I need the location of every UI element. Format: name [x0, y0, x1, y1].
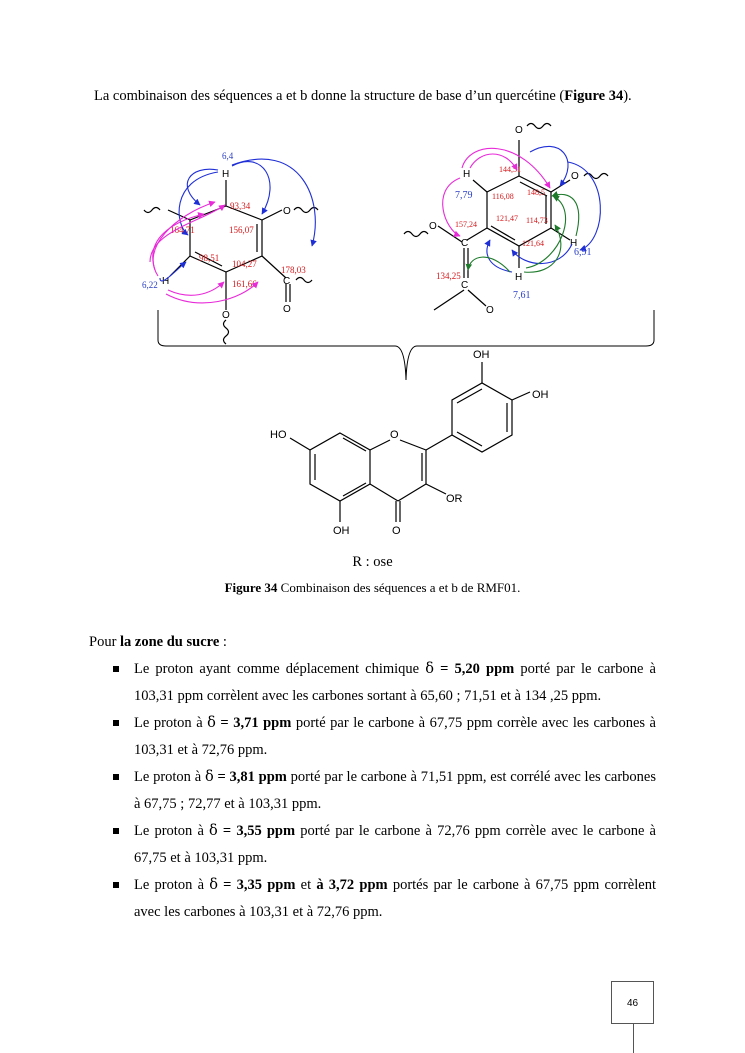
item-rest: porté par le carbone à 67,75 ppm corrèle avec les carbones à 103,31 et à 72,76 ppm.: [134, 715, 656, 758]
right-o-left: O: [429, 221, 437, 232]
item-text: Le proton à: [134, 715, 208, 731]
left-c-164-71: 164,71: [170, 225, 195, 235]
item-rest: portés par le carbone à 67,75 ppm corrèlent avec les carbones à 103,31 et à 72,76 ppm.: [134, 877, 656, 920]
correlation-list: [110, 656, 656, 926]
zone-heading: [89, 634, 227, 651]
combination-brace: [158, 310, 654, 380]
left-c-93-34: 93,34: [230, 201, 251, 211]
item-and: et: [295, 877, 317, 893]
right-shift-7-79: 7,79: [455, 190, 473, 201]
delta-symbol: δ: [207, 715, 216, 731]
item-rest: porté par le carbone à 103,31 ppm corrèlent avec les carbones sortant à 65,60 ; 71,51 et à 134 ,25 ppm.: [134, 661, 656, 704]
right-o-right: O: [571, 171, 579, 182]
left-o-carbonyl: O: [283, 304, 291, 315]
caption-figure-ref: Figure 34: [224, 580, 278, 595]
item-shift-2: à 3,72 ppm: [316, 877, 388, 893]
zone-prefix: Pour: [89, 634, 121, 650]
zone-bold: la zone du sucre: [120, 634, 220, 650]
intro-end: ).: [623, 88, 632, 104]
right-c-121-64: 121,64: [522, 239, 544, 248]
item-rest: porté par le carbone à 72,76 ppm corrèle avec le carbone à 67,75 et à 103,31 ppm.: [134, 823, 656, 866]
right-c-157-24: 157,24: [455, 220, 477, 229]
q-oh-bottom: OH: [333, 525, 350, 537]
item-shift: = 3,35 ppm: [217, 877, 296, 893]
q-oh-top: OH: [473, 349, 490, 361]
left-h-top: H: [222, 169, 230, 180]
right-c-upper: C: [461, 238, 469, 249]
right-c-114-73: 114,73: [526, 216, 548, 225]
right-o-lower: O: [486, 305, 494, 316]
left-c-161-66: 161,66: [232, 279, 257, 289]
delta-symbol: δ: [209, 877, 218, 893]
right-c-lower: C: [461, 280, 469, 291]
page-number-tail: [633, 1024, 634, 1053]
right-c-116-08: 116,08: [492, 192, 514, 201]
item-shift: = 3,81 ppm: [213, 769, 287, 785]
left-c-156-07: 156,07: [229, 225, 254, 235]
q-or: OR: [446, 493, 463, 505]
item-shift: = 5,20 ppm: [433, 661, 515, 677]
right-c-144-51: 144,51: [499, 165, 521, 174]
left-o-right: O: [283, 206, 291, 217]
left-c-carbonyl: C: [283, 276, 291, 287]
right-h-bottom: H: [515, 272, 523, 283]
page-number: 46: [611, 981, 654, 1024]
r-label: R : ose: [352, 554, 393, 570]
right-shift-7-61: 7,61: [513, 290, 531, 301]
right-o-top: O: [515, 125, 523, 136]
intro-text: La combinaison des séquences a et b donne la structure de base d’un quercétine (: [94, 88, 565, 104]
delta-symbol: δ: [425, 661, 434, 677]
q-o-carbonyl: O: [392, 525, 401, 537]
left-h-bottom: H: [162, 276, 170, 287]
left-c-104-27: 104,27: [232, 259, 257, 269]
left-c-178-03: 178,03: [281, 265, 306, 275]
delta-symbol: δ: [209, 823, 218, 839]
q-oh-right: OH: [532, 389, 549, 401]
caption-text: Combinaison des séquences a et b de RMF01.: [277, 580, 521, 595]
figure-caption: [0, 580, 745, 596]
item-shift: = 3,71 ppm: [215, 715, 292, 731]
right-h-left: H: [463, 169, 471, 180]
intro-figure-ref: Figure 34: [564, 88, 624, 104]
item-text: Le proton ayant comme déplacement chimique: [134, 661, 426, 677]
quercetin-structure: [290, 362, 530, 522]
q-o-ring: O: [390, 429, 399, 441]
list-item: [110, 710, 656, 764]
zone-suffix: :: [219, 634, 227, 650]
item-text: Le proton à: [134, 823, 210, 839]
left-c-98-51: 98,51: [199, 253, 220, 263]
left-o-bottom: O: [222, 310, 230, 321]
item-rest: porté par le carbone à 71,51 ppm, est corrélé avec les carbones à 67,75 ; 72,77 et à 103,31 ppm.: [134, 769, 656, 812]
right-c-121-47: 121,47: [496, 214, 518, 223]
right-c-148-5: 148,5: [527, 188, 545, 197]
delta-symbol: δ: [204, 769, 214, 785]
right-h-right: H: [570, 238, 578, 249]
left-shift-6-4: 6,4: [222, 151, 234, 161]
left-shift-6-22: 6,22: [142, 280, 158, 290]
item-text: Le proton à: [134, 877, 210, 893]
list-item: [110, 872, 656, 926]
q-ho-left: HO: [270, 429, 287, 441]
item-text: Le proton à: [134, 769, 205, 785]
right-ring-shifts: [436, 165, 592, 301]
list-item: [110, 818, 656, 872]
item-shift: = 3,55 ppm: [217, 823, 296, 839]
right-c-134-25: 134,25: [436, 271, 461, 281]
right-shift-6-91: 6,91: [574, 247, 592, 258]
list-item: [110, 656, 656, 710]
list-item: [110, 764, 656, 818]
